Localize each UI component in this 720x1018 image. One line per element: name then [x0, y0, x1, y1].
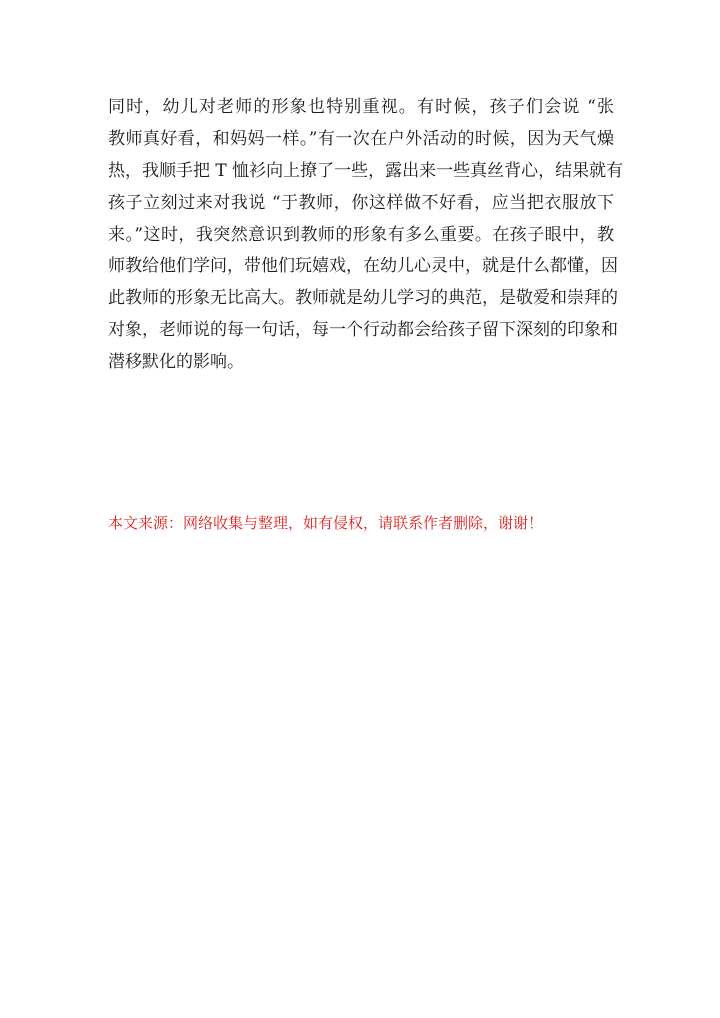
paragraph-line: 此教师的形象无比高大。教师就是幼儿学习的典范，是敬爱和崇拜的 [108, 288, 618, 309]
source-note: 本文来源：网络收集与整理，如有侵权，请联系作者删除，谢谢！ [108, 514, 544, 532]
paragraph-line: 同时，幼儿对老师的形象也特别重视。有时候，孩子们会说 “张 [108, 97, 614, 117]
paragraph-line: 教师真好看，和妈妈一样。”有一次在户外活动的时候，因为天气燥 [108, 128, 614, 149]
paragraph-line: 师教给他们学问，带他们玩嬉戏，在幼儿心灵中，就是什么都懂，因 [108, 256, 618, 277]
body-paragraph [108, 92, 624, 379]
paragraph-line: 热，我顺手把 T 恤衫向上撩了一些，露出来一些真丝背心，结果就有 [108, 160, 624, 181]
paragraph-line: 来。”这时，我突然意识到教师的形象有多么重要。在孩子眼中，教 [108, 224, 614, 245]
paragraph-line: 孩子立刻过来对我说 “于教师，你这样做不好看，应当把衣服放下 [108, 192, 614, 213]
paragraph-line: 对象，老师说的每一句话，每一个行动都会给孩子留下深刻的印象和 [108, 320, 618, 341]
paragraph-line: 潜移默化的影响。 [108, 352, 244, 373]
